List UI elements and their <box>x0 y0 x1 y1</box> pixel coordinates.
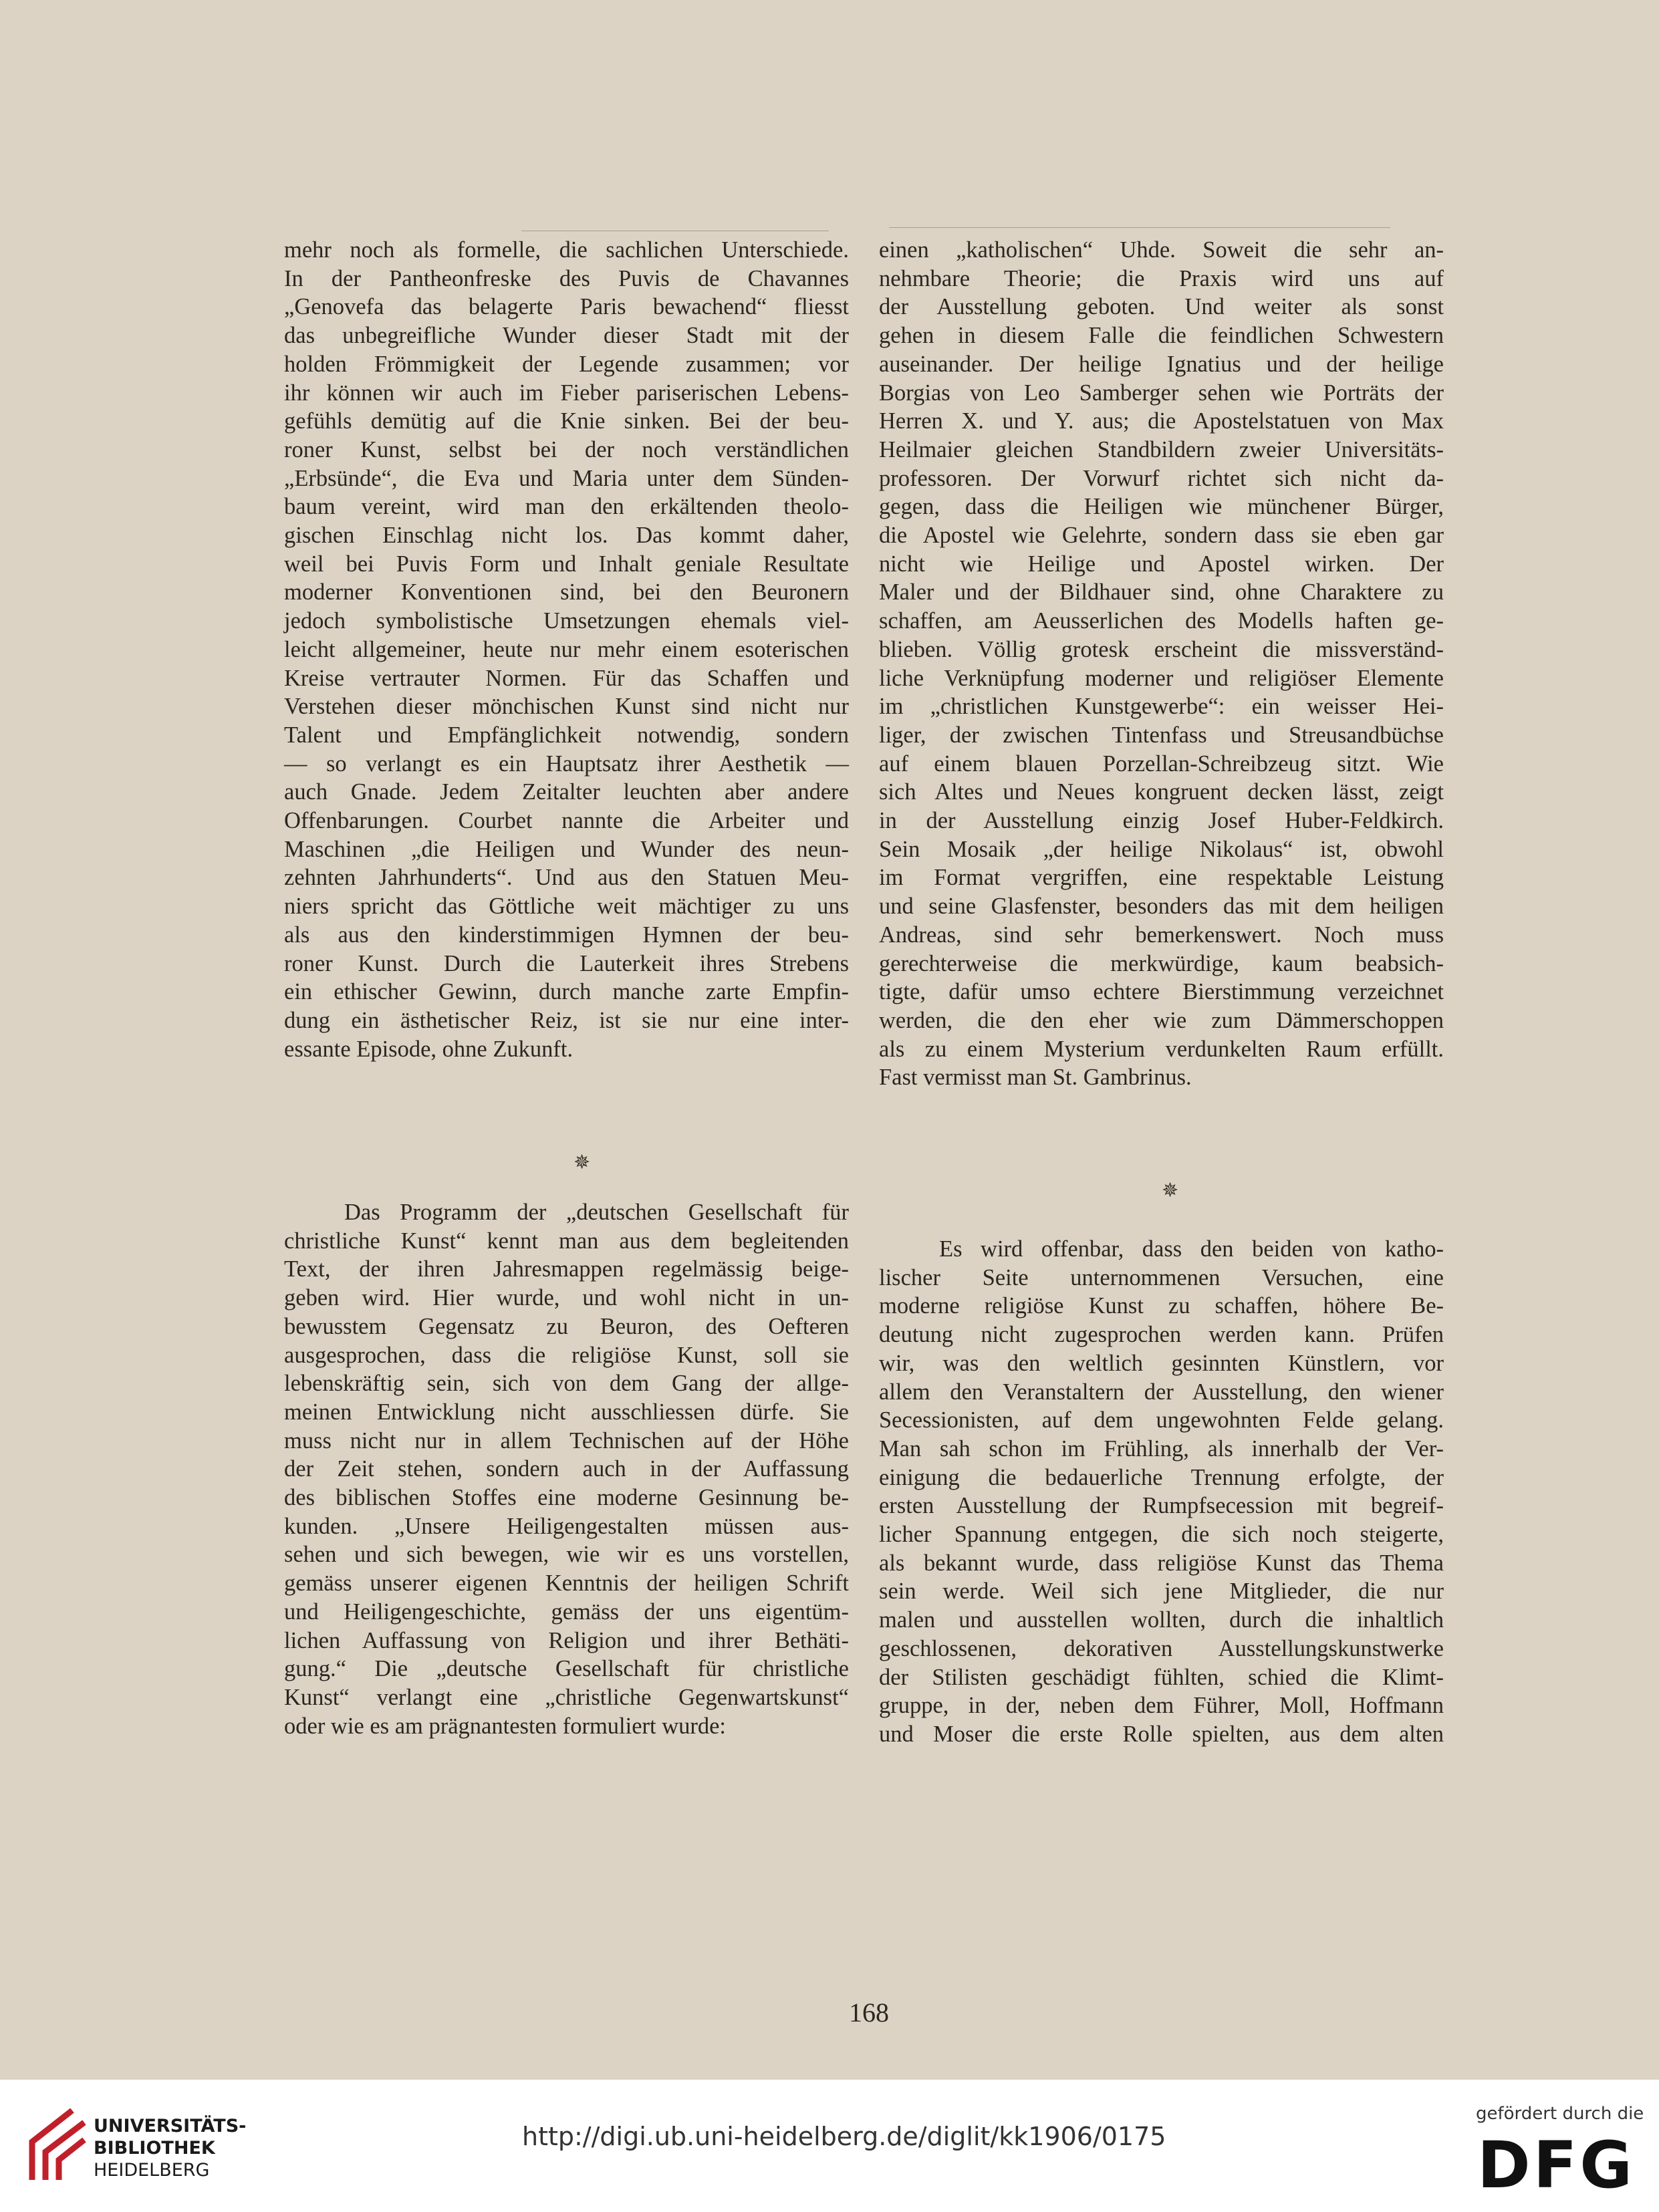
text-line: gegen, dass die Heiligen wie münchener Bürger, <box>879 494 1444 520</box>
text-line: die Apostel wie Gelehrte, sondern dass sie eben gar <box>879 523 1444 549</box>
left-column-top <box>284 236 849 1063</box>
text-line: nicht wie Heilige und Apostel wirken. Der <box>879 551 1444 577</box>
text-line: malen und ausstellen wollten, durch die inhaltlich <box>879 1607 1444 1633</box>
text-line: gemäss unserer eigenen Kenntnis der heiligen Schrift <box>284 1570 849 1597</box>
top-rule-right <box>889 227 1390 228</box>
text-line: roner Kunst. Durch die Lauterkeit ihres Strebens <box>284 950 849 976</box>
text-line: und Heiligengeschichte, gemäss der uns eigentüm- <box>284 1599 849 1625</box>
text-line: moderner Konventionen sind, bei den Beuronern <box>284 579 849 605</box>
text-line: Das Programm der „deutschen Gesellschaft für <box>344 1200 849 1225</box>
text-line: liger, der zwischen Tintenfass und Streusandbüchse <box>879 722 1444 748</box>
text-line: meinen Entwicklung nicht ausschliessen dürfe. Sie <box>284 1399 849 1425</box>
text-line: tigte, dafür umso echtere Bierstimmung verzeichnet <box>879 979 1444 1005</box>
text-line: ersten Ausstellung der Rumpfsecession mit begreif- <box>879 1493 1444 1519</box>
text-line: das unbegreifliche Wunder dieser Stadt mit der <box>284 323 849 349</box>
text-line: Sein Mosaik „der heilige Nikolaus“ ist, obwohl <box>879 836 1444 862</box>
text-line: der Stilisten geschädigt fühlten, schied die Klimt- <box>879 1664 1444 1690</box>
text-line: Offenbarungen. Courbet nannte die Arbeiter und <box>284 808 849 834</box>
text-line: wir, was den weltlich gesinnten Künstlern, vor <box>879 1350 1444 1376</box>
text-line: im Format vergriffen, eine respektable Leistung <box>879 865 1444 891</box>
text-line: auseinander. Der heilige Ignatius und der heilige <box>879 351 1444 377</box>
text-line: Maschinen „die Heiligen und Wunder des neun- <box>284 836 849 862</box>
text-line: Text, der ihren Jahresmappen regelmässig beige- <box>284 1256 849 1282</box>
text-line: dung ein ästhetischer Reiz, ist sie nur eine inter- <box>284 1007 849 1033</box>
text-line: der Zeit stehen, sondern auch in der Auffassung <box>284 1456 849 1482</box>
text-line: geschlossenen, dekorativen Ausstellungskunstwerke <box>879 1635 1444 1661</box>
text-line: leicht allgemeiner, heute nur mehr einem esoterischen <box>284 636 849 662</box>
text-line: — so verlangt es ein Hauptsatz ihrer Aesthetik — <box>284 750 849 777</box>
text-line: zehnten Jahrhunderts“. Und aus den Statuen Meu- <box>284 865 849 891</box>
left-column-bottom <box>284 1198 849 1740</box>
text-line: als aus den kinderstimmigen Hymnen der beu- <box>284 922 849 948</box>
text-line: „Genovefa das belagerte Paris bewachend“ fliesst <box>284 294 849 320</box>
text-line: Verstehen dieser mönchischen Kunst sind nicht nur <box>284 694 849 720</box>
text-line: roner Kunst, selbst bei der noch verständlichen <box>284 436 849 462</box>
text-line: gung.“ Die „deutsche Gesellschaft für christliche <box>284 1656 849 1682</box>
text-line: Heilmaier gleichen Standbildern zweier Universitäts- <box>879 436 1444 462</box>
text-line: gischen Einschlag nicht los. Das kommt daher, <box>284 523 849 549</box>
text-line: niers spricht das Göttliche weit mächtiger zu uns <box>284 893 849 920</box>
text-line: oder wie es am prägnantesten formuliert wurde: <box>284 1713 727 1739</box>
text-line: ausgesprochen, dass die religiöse Kunst, soll sie <box>284 1342 849 1368</box>
text-line: gerechterweise die merkwürdige, kaum beabsich- <box>879 950 1444 976</box>
text-line: des biblischen Stoffes eine moderne Gesinnung be- <box>284 1485 849 1511</box>
text-line: Kreise vertrauter Normen. Für das Schaffen und <box>284 665 849 691</box>
text-line: mehr noch als formelle, die sachlichen Unterschiede. <box>284 237 849 263</box>
library-name-line2: BIBLIOTHEK <box>94 2138 215 2159</box>
text-line: christliche Kunst“ kennt man aus dem begleitenden <box>284 1228 849 1254</box>
text-line: gefühls demütig auf die Knie sinken. Bei der beu- <box>284 408 849 434</box>
text-line: licher Spannung entgegen, die sich noch steigerte, <box>879 1522 1444 1548</box>
text-line: Maler und der Bildhauer sind, ohne Charaktere zu <box>879 579 1444 605</box>
text-line: holden Frömmigkeit der Legende zusammen; vor <box>284 351 849 377</box>
text-line: Secessionisten, auf dem ungewohnten Felde gelang. <box>879 1407 1444 1433</box>
text-line: in der Ausstellung einzig Josef Huber-Feldkirch. <box>879 808 1444 834</box>
text-line: liche Verknüpfung moderner und religiöser Elemente <box>879 665 1444 691</box>
text-line: allem den Veranstaltern der Ausstellung, den wiener <box>879 1379 1444 1405</box>
text-line: auf einem blauen Porzellan-Schreibzeug sitzt. Wie <box>879 750 1444 777</box>
text-line: blieben. Völlig grotesk erscheint die missverständ- <box>879 636 1444 662</box>
text-line: Fast vermisst man St. Gambrinus. <box>879 1065 1192 1091</box>
text-line: schaffen, am Aeusserlichen des Modells haften ge- <box>879 608 1444 634</box>
text-line: moderne religiöse Kunst zu schaffen, höhere Be- <box>879 1293 1444 1319</box>
text-line: Es wird offenbar, dass den beiden von katho- <box>939 1236 1444 1262</box>
library-name-line1: UNIVERSITÄTS- <box>94 2116 247 2136</box>
text-line: nehmbare Theorie; die Praxis wird uns auf <box>879 265 1444 291</box>
text-line: essante Episode, ohne Zukunft. <box>284 1036 573 1062</box>
text-line: professoren. Der Vorwurf richtet sich nicht da- <box>879 465 1444 491</box>
text-line: ihr können wir auch im Fieber pariserischen Lebens- <box>284 380 849 406</box>
text-line: sehen und sich bewegen, wie wir es uns vorstellen, <box>284 1542 849 1568</box>
text-line: Talent und Empfänglichkeit notwendig, sondern <box>284 722 849 748</box>
right-column-top <box>879 236 1444 1092</box>
funded-by-text: gefördert durch die <box>1476 2104 1644 2124</box>
text-line: Andreas, sind sehr bemerkenswert. Noch muss <box>879 922 1444 948</box>
text-line: Herren X. und Y. aus; die Apostelstatuen von Max <box>879 408 1444 434</box>
text-line: einen „katholischen“ Uhde. Soweit die sehr an- <box>879 237 1444 263</box>
text-line: In der Pantheonfreske des Puvis de Chavannes <box>284 265 849 291</box>
right-column-bottom <box>879 1235 1444 1749</box>
text-line: lischer Seite unternommenen Versuchen, eine <box>879 1264 1444 1290</box>
text-line: ein ethischer Gewinn, durch manche zarte Empfin- <box>284 979 849 1005</box>
text-line: Man sah schon im Frühling, als innerhalb der Ver- <box>879 1435 1444 1462</box>
text-line: Kunst“ verlangt eine „christliche Gegenwartskunst“ <box>284 1684 849 1710</box>
university-library-logo-icon <box>19 2105 92 2185</box>
text-line: einigung die bedauerliche Trennung erfolgte, der <box>879 1464 1444 1490</box>
text-line: baum vereint, wird man den erkältenden theolo- <box>284 494 849 520</box>
text-line: lichen Auffassung von Religion und ihrer Bethäti- <box>284 1627 849 1653</box>
text-line: der Ausstellung geboten. Und weiter als sonst <box>879 294 1444 320</box>
text-line: und Moser die erste Rolle spielten, aus dem alten <box>879 1721 1444 1747</box>
dfg-logo: DFG <box>1477 2128 1636 2203</box>
permalink-url[interactable]: http://digi.ub.uni-heidelberg.de/diglit/kk1906/0175 <box>522 2122 1166 2151</box>
text-line: weil bei Puvis Form und Inhalt geniale Resultate <box>284 551 849 577</box>
page-number: 168 <box>849 1997 889 2028</box>
text-line: sein werde. Weil sich jene Mitglieder, die nur <box>879 1578 1444 1605</box>
text-line: gehen in diesem Falle die feindlichen Schwestern <box>879 323 1444 349</box>
text-line: kunden. „Unsere Heiligengestalten müssen aus- <box>284 1513 849 1539</box>
text-line: „Erbsünde“, die Eva und Maria unter dem Sünden- <box>284 465 849 491</box>
text-line: geben wird. Hier wurde, und wohl nicht in un- <box>284 1285 849 1311</box>
text-line: im „christlichen Kunstgewerbe“: ein weisser Hei- <box>879 694 1444 720</box>
text-line: deutung nicht zugesprochen werden kann. Prüfen <box>879 1322 1444 1348</box>
section-ornament-left: ✵ <box>573 1151 591 1174</box>
text-line: sich Altes und Neues kongruent decken lässt, zeigt <box>879 779 1444 805</box>
text-line: gruppe, in der, neben dem Führer, Moll, Hoffmann <box>879 1693 1444 1719</box>
text-line: lebenskräftig sein, sich von dem Gang der allge- <box>284 1371 849 1397</box>
text-line: auch Gnade. Jedem Zeitalter leuchten aber andere <box>284 779 849 805</box>
text-line: bewusstem Gegensatz zu Beuron, des Oefteren <box>284 1313 849 1339</box>
text-line: Borgias von Leo Samberger sehen wie Porträts der <box>879 380 1444 406</box>
text-line: als zu einem Mysterium verdunkelten Raum erfüllt. <box>879 1036 1444 1062</box>
section-ornament-right: ✵ <box>1162 1179 1179 1202</box>
text-line: jedoch symbolistische Umsetzungen ehemals viel- <box>284 608 849 634</box>
text-line: und seine Glasfenster, besonders das mit dem heiligen <box>879 893 1444 920</box>
text-line: muss nicht nur in allem Technischen auf der Höhe <box>284 1427 849 1454</box>
text-line: werden, die den eher wie zum Dämmerschoppen <box>879 1007 1444 1033</box>
text-line: als bekannt wurde, dass religiöse Kunst das Thema <box>879 1550 1444 1576</box>
library-name-line3: HEIDELBERG <box>94 2160 210 2181</box>
